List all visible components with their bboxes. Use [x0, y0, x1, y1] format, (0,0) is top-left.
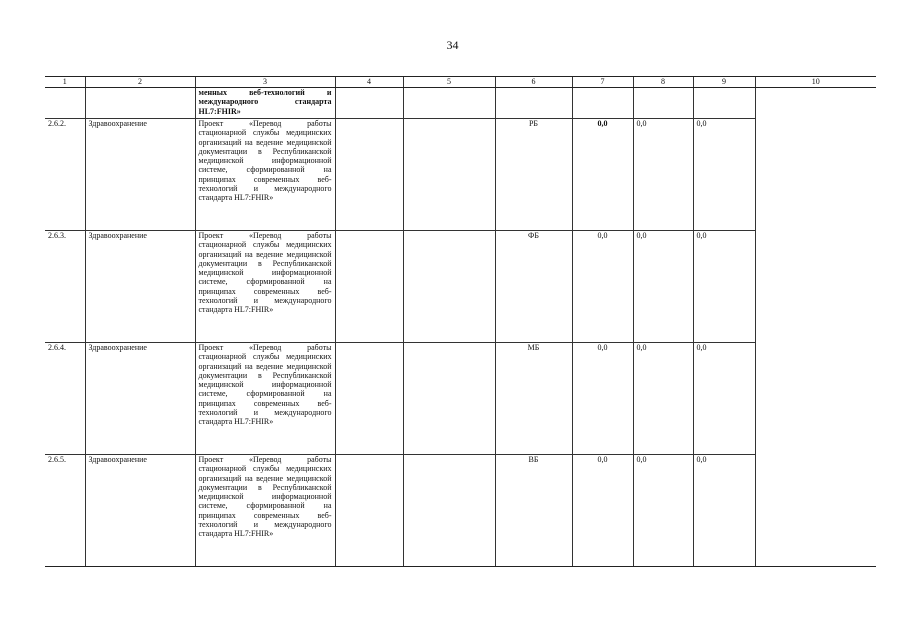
row-sector: Здравоохранение [85, 119, 195, 231]
column-header-2: 2 [85, 77, 195, 88]
column-header-3: 3 [195, 77, 335, 88]
row-col5 [403, 455, 495, 567]
row-value-col8: 0,0 [633, 455, 693, 567]
table-row [45, 119, 876, 231]
row-sector: Здравоохранение [85, 343, 195, 455]
row-value-col8: 0,0 [633, 119, 693, 231]
row-funding-source: МБ [495, 343, 572, 455]
table-row [45, 231, 876, 343]
cell-col6 [495, 88, 572, 119]
cell-col7 [572, 88, 633, 119]
row-value-col8: 0,0 [633, 343, 693, 455]
row-value-col9: 0,0 [693, 343, 755, 455]
row-sector: Здравоохранение [85, 231, 195, 343]
row-description: Проект «Перевод работы стационарной службы медицинских организаций на ведение медицинской документации в Республиканской медицинской информационной системе, сформированной на принципах современных веб-технологий и международного стандарта HL7:FHIR» [195, 455, 335, 567]
cell-col10 [755, 88, 876, 567]
page-number: 34 [446, 38, 459, 52]
row-col5 [403, 343, 495, 455]
row-funding-source: ФБ [495, 231, 572, 343]
row-value-col9: 0,0 [693, 119, 755, 231]
row-col4 [335, 455, 403, 567]
column-header-4: 4 [335, 77, 403, 88]
continuation-row [45, 88, 876, 119]
row-value-col8: 0,0 [633, 231, 693, 343]
table-row [45, 455, 876, 567]
row-value-col7: 0,0 [572, 119, 633, 231]
row-funding-source: РБ [495, 119, 572, 231]
column-header-7: 7 [572, 77, 633, 88]
row-value-col7: 0,0 [572, 231, 633, 343]
column-header-9: 9 [693, 77, 755, 88]
row-number: 2.6.2. [45, 119, 85, 231]
row-col4 [335, 343, 403, 455]
cell-col9 [693, 88, 755, 119]
row-col5 [403, 119, 495, 231]
column-header-10: 10 [755, 77, 876, 88]
cell-num [45, 88, 85, 119]
row-number: 2.6.3. [45, 231, 85, 343]
column-header-8: 8 [633, 77, 693, 88]
row-description: Проект «Перевод работы стационарной службы медицинских организаций на ведение медицинской документации в Республиканской медицинской информационной системе, сформированной на принципах современных веб-технологий и международного стандарта HL7:FHIR» [195, 231, 335, 343]
row-value-col9: 0,0 [693, 455, 755, 567]
row-funding-source: ВБ [495, 455, 572, 567]
budget-table [45, 76, 876, 567]
column-header-5: 5 [403, 77, 495, 88]
table-row [45, 343, 876, 455]
cell-col8 [633, 88, 693, 119]
column-number-row [45, 77, 876, 88]
row-col4 [335, 119, 403, 231]
row-sector: Здравоохранение [85, 455, 195, 567]
row-value-col7: 0,0 [572, 455, 633, 567]
row-value-col9: 0,0 [693, 231, 755, 343]
cell-col4 [335, 88, 403, 119]
row-description: Проект «Перевод работы стационарной службы медицинских организаций на ведение медицинской документации в Республиканской медицинской информационной системе, сформированной на принципах современных веб-технологий и международного стандарта HL7:FHIR» [195, 119, 335, 231]
column-header-6: 6 [495, 77, 572, 88]
cell-col5 [403, 88, 495, 119]
column-header-1: 1 [45, 77, 85, 88]
row-col4 [335, 231, 403, 343]
cell-sector [85, 88, 195, 119]
row-description: Проект «Перевод работы стационарной службы медицинских организаций на ведение медицинской документации в Республиканской медицинской информационной системе, сформированной на принципах современных веб-технологий и международного стандарта HL7:FHIR» [195, 343, 335, 455]
row-number: 2.6.4. [45, 343, 85, 455]
row-col5 [403, 231, 495, 343]
continuation-description: менных веб-технологий и международного стандарта HL7:FHIR» [195, 88, 335, 119]
row-value-col7: 0,0 [572, 343, 633, 455]
row-number: 2.6.5. [45, 455, 85, 567]
